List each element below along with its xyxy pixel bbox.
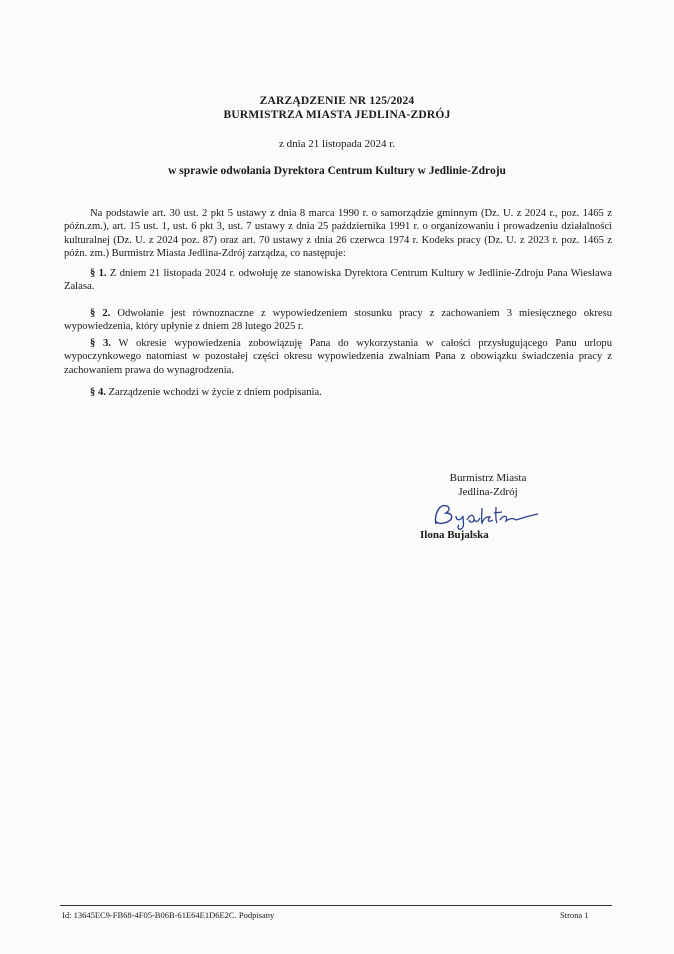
signer-name: Ilona Bujalska — [420, 529, 489, 541]
signature-title — [418, 471, 558, 499]
issuer-title: BURMISTRZA MIASTA JEDLINA-ZDRÓJ — [223, 109, 451, 121]
section-3 — [64, 337, 612, 377]
section-4 — [64, 386, 612, 399]
section-1-text: Z dniem 21 listopada 2024 r. odwołuję ze stanowiska Dyrektora Centrum Kultury w Jedlinie-Zdroju Pana Wiesława Zalasa. — [64, 268, 613, 293]
handwritten-signature — [430, 500, 545, 530]
footer-divider — [60, 905, 612, 906]
document-header — [0, 94, 674, 122]
document-id: Id: 13645EC9-FB68-4F05-B06B-61E64E1D6E2C. Podpisany — [62, 910, 275, 920]
ordinance-subject: w sprawie odwołania Dyrektora Centrum Kultury w Jedlinie-Zdroju — [168, 165, 506, 177]
section-4-number: § 4. — [90, 387, 106, 398]
signature-title-line-2: Jedlina-Zdrój — [458, 486, 518, 498]
section-3-number: § 3. — [90, 338, 111, 349]
section-2-text: Odwołanie jest równoznaczne z wypowiedzeniem stosunku pracy z zachowaniem 3 miesięcznego okresu wypowiedzenia, który upłynie z dniem 28 lutego 2025 r. — [64, 308, 612, 333]
section-3-text: W okresie wypowiedzenia zobowiązuję Pana do wykorzystania w całości przysługującego Panu urlopu wypoczynkowego natomiast w pozostałej części okresu wypowiedzenia zwalniam Pana z obowiązku świadczenia pracy z zachowaniem prawa do wynagrodzenia. — [64, 338, 612, 376]
page-number: Strona 1 — [560, 910, 589, 920]
signature-title-line-1: Burmistrz Miasta — [449, 472, 527, 484]
section-4-text: Zarządzenie wchodzi w życie z dniem podpisania. — [105, 387, 322, 398]
section-2-number: § 2. — [90, 308, 111, 319]
legal-basis-paragraph: Na podstawie art. 30 ust. 2 pkt 5 ustawy z dnia 8 marca 1990 r. o samorządzie gminnym (Dz. U. z 2024 r., poz. 1465 z późn.zm.), art. 15 ust. 1, ust. 6 pkt 3, ust. 7 ustawy z dnia 25 października 1991 r. o organizowaniu i prowadzeniu działalności kulturalnej (Dz. U. z 2024 poz. 87) oraz art. 70 ustawy z dnia 26 czerwca 1974 r. Kodeks pracy (Dz. U. z 2023 r. poz. 1465 z późn. zm.) Burmistrz Miasta Jedlina-Zdrój zarządza, co następuje: — [64, 208, 612, 260]
ordinance-date: z dnia 21 listopada 2024 r. — [278, 138, 396, 150]
section-2 — [64, 307, 612, 334]
section-1-number: § 1. — [90, 268, 107, 279]
section-1 — [64, 267, 612, 294]
ordinance-number: ZARZĄDZENIE NR 125/2024 — [259, 95, 415, 107]
